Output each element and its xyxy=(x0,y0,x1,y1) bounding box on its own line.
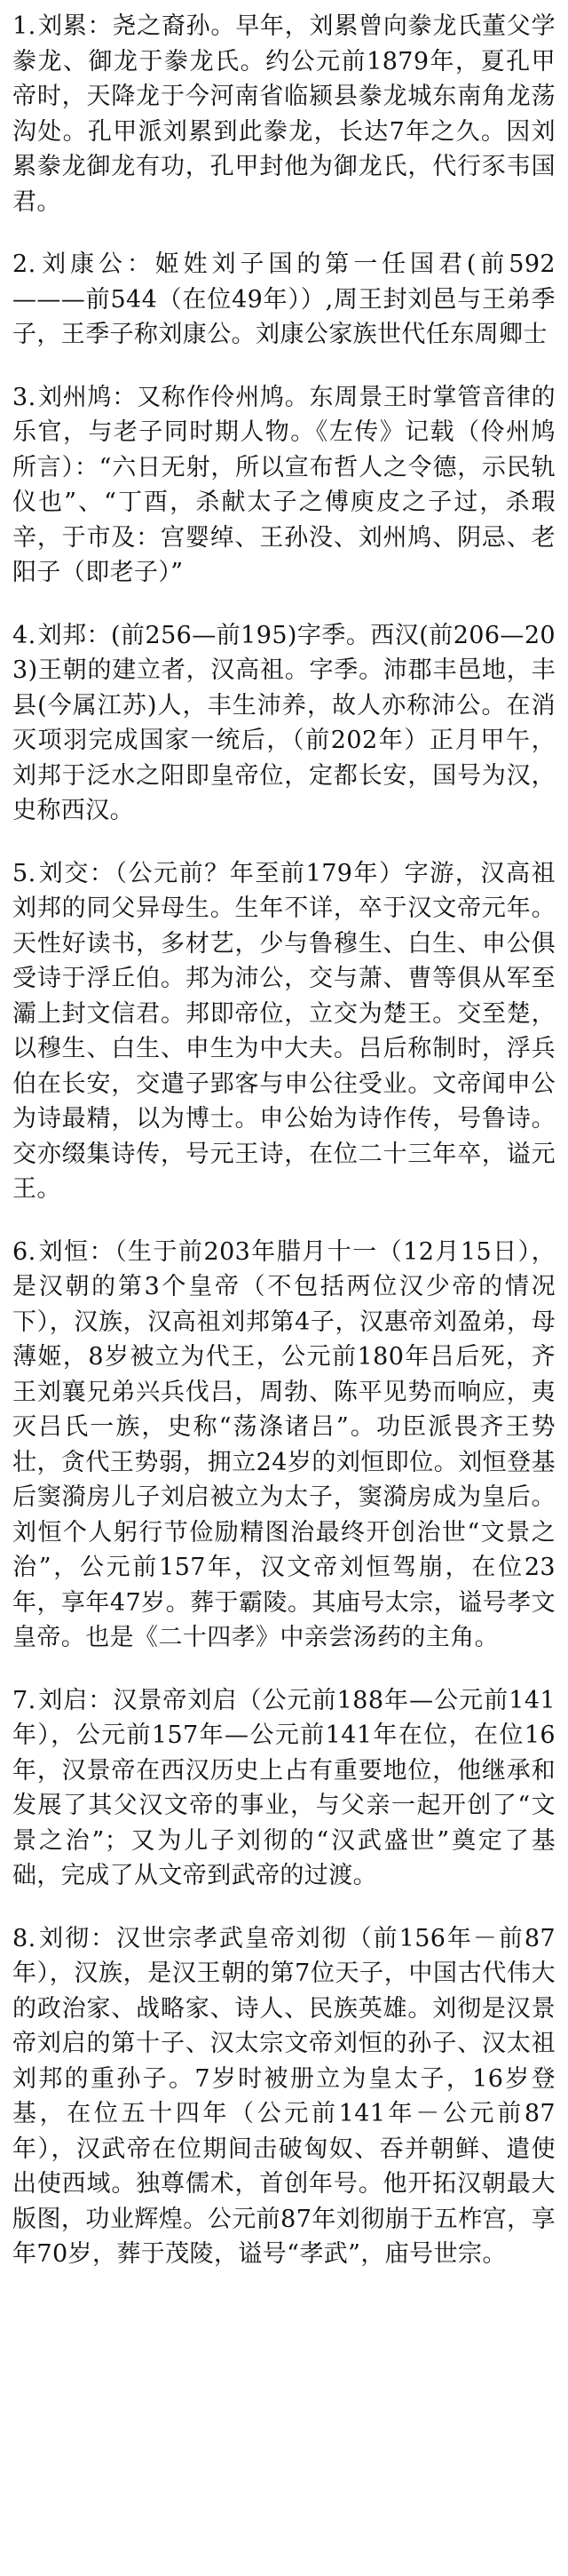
entry-text: 刘交：（公元前？年至前179年）字游，汉高祖刘邦的同父异母生。生年不详，卒于汉文帝元年。天性好读书，多材艺，少与鲁穆生、白生、申公俱受诗于浮丘伯。邦为沛公，交与萧、曹等俱从军至灞上封文信君。邦即帝位，立交为楚王。交至楚，以穆生、白生、申生为中大夫。吕后称制时，浮兵伯在长安，交遣子郢客与申公往受业。文帝闻申公为诗最精，以为博士。申公始为诗作传，号鲁诗。交亦缀集诗传，号元王诗，在位二十三年卒，谥元王。 xyxy=(12,859,556,1203)
entry-text: 刘康公：姬姓刘子国的第一任国君(前592———前544（在位49年））,周王封刘邑与王弟季子，王季子称刘康公。刘康公家族世代任东周卿士 xyxy=(12,250,556,348)
entry-7 xyxy=(12,1683,556,1894)
entry-4 xyxy=(12,618,556,829)
entry-number: 5. xyxy=(12,859,36,887)
entry-6 xyxy=(12,1235,556,1656)
entry-8 xyxy=(12,1921,556,2272)
entry-number: 2. xyxy=(12,250,36,278)
entry-text: 刘彻：汉世宗孝武皇帝刘彻（前156年－前87年），汉族，是汉王朝的第7位天子，中国古代伟大的政治家、战略家、诗人、民族英雄。刘彻是汉景帝刘启的第十子、汉太宗文帝刘恒的孙子、汉太祖刘邦的重孙子。7岁时被册立为皇太子，16岁登基，在位五十四年（公元前141年－公元前87年），汉武帝在位期间击破匈奴、吞并朝鲜、遣使出使西域。独尊儒术，首创年号。他开拓汉朝最大版图，功业辉煌。公元前87年刘彻崩于五柞宫，享年70岁，葬于茂陵，谥号“孝武”，庙号世宗。 xyxy=(12,1924,556,2268)
entry-3 xyxy=(12,380,556,591)
entry-text: 刘州鸠：又称作伶州鸠。东周景王时掌管音律的乐官，与老子同时期人物。《左传》记载（伶州鸠所言）：“六日无射，所以宣布哲人之令德，示民轨仪也”、“丁酉，杀献太子之傅庾皮之子过，杀瑕辛，于市及：宫婴绰、王孙没、刘州鸠、阴忌、老阳子（即老子）” xyxy=(12,383,556,586)
entry-number: 1. xyxy=(12,12,36,40)
entry-text: 刘累：尧之裔孙。早年，刘累曾向豢龙氏董父学豢龙、御龙于豢龙氏。约公元前1879年，夏孔甲帝时，天降龙于今河南省临颍县豢龙城东南角龙荡沟处。孔甲派刘累到此豢龙，长达7年之久。因刘累豢龙御龙有功，孔甲封他为御龙氏，代行豕韦国君。 xyxy=(12,12,556,216)
entry-number: 8. xyxy=(12,1924,36,1952)
entry-1 xyxy=(12,9,556,219)
entry-number: 7. xyxy=(12,1686,36,1714)
entry-number: 6. xyxy=(12,1237,36,1266)
entry-text: 刘邦：(前256—前195)字季。西汉(前206—203)王朝的建立者，汉高祖。字季。沛郡丰邑地，丰县(今属江苏)人，丰生沛养，故人亦称沛公。在消灭项羽完成国家一统后，（前202年）正月甲午，刘邦于泛水之阳即皇帝位，定都长安，国号为汉，史称西汉。 xyxy=(12,621,556,824)
entry-number: 3. xyxy=(12,383,36,411)
entry-5 xyxy=(12,856,556,1207)
entry-text: 刘恒：（生于前203年腊月十一（12月15日），是汉朝的第3个皇帝（不包括两位汉少帝的情况下），汉族，汉高祖刘邦第4子，汉惠帝刘盈弟，母薄姬，8岁被立为代王，公元前180年吕后死，齐王刘襄兄弟兴兵伐吕，周勃、陈平见势而响应，夷灭吕氏一族，史称“荡涤诸吕”。功臣派畏齐王势壮，贪代王势弱，拥立24岁的刘恒即位。刘恒登基后窦漪房儿子刘启被立为太子，窦漪房成为皇后。刘恒个人躬行节俭励精图治最终开创治世“文景之治”，公元前157年，汉文帝刘恒驾崩，在位23年，享年47岁。葬于霸陵。其庙号太宗，谥号孝文皇帝。也是《二十四孝》中亲尝汤药的主角。 xyxy=(12,1237,556,1651)
entry-number: 4. xyxy=(12,621,36,649)
entry-2 xyxy=(12,247,556,353)
entry-text: 刘启：汉景帝刘启（公元前188年—公元前141年），公元前157年—公元前141年在位，在位16年，汉景帝在西汉历史上占有重要地位，他继承和发展了其父汉文帝的事业，与父亲一起开创了“文景之治”；又为儿子刘彻的“汉武盛世”奠定了基础，完成了从文帝到武帝的过渡。 xyxy=(12,1686,556,1889)
